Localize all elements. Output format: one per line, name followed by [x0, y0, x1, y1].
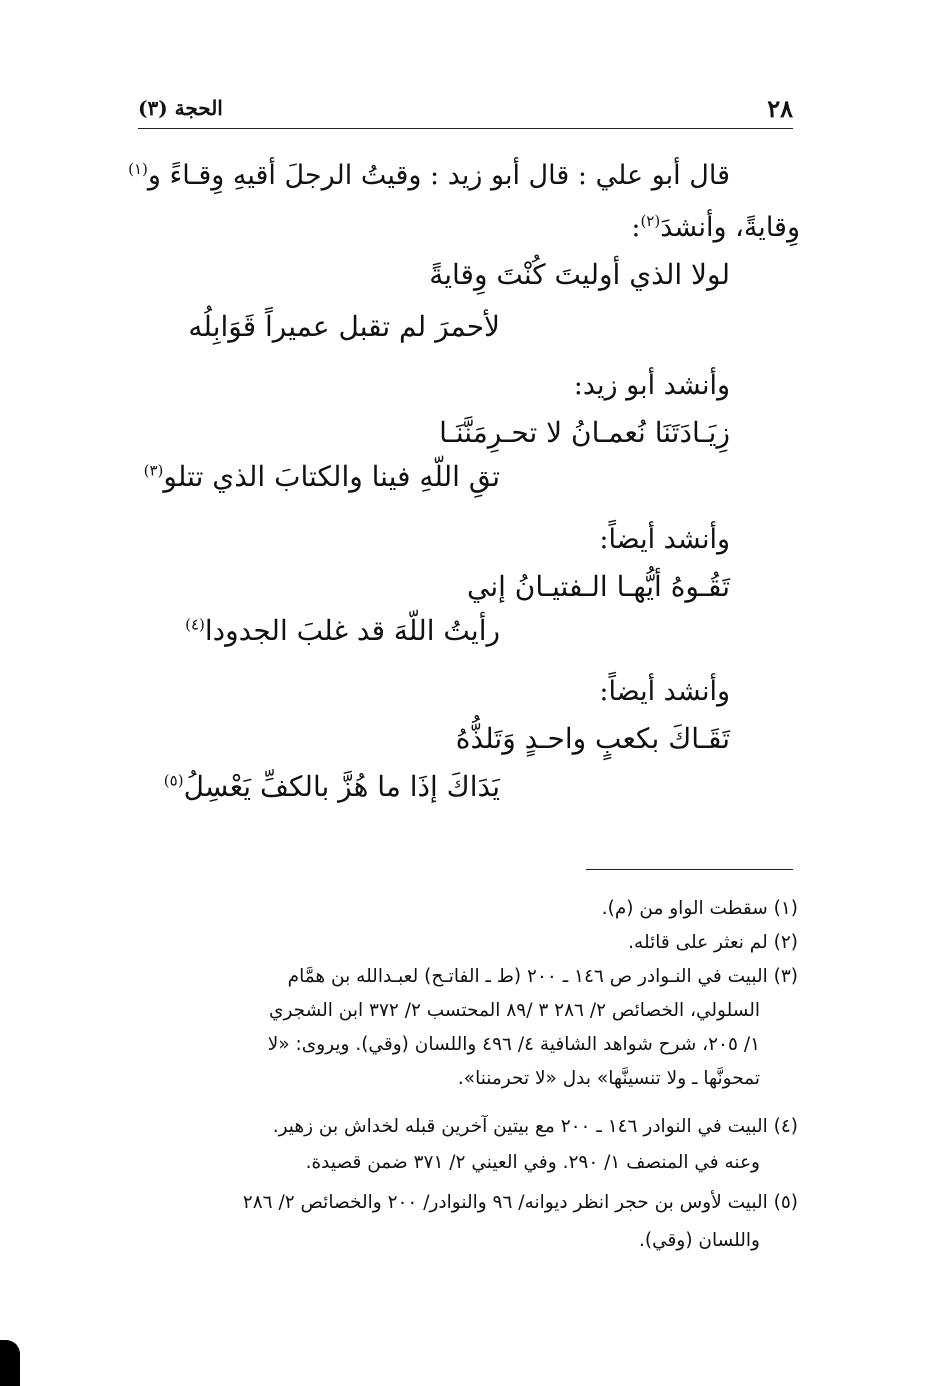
verse-4-hemistich-2-text: يَدَاكَ إذَا ما هُزَّ بالكفِّ يَعْسِلُ: [183, 770, 500, 803]
footnote-ref-3: (٣): [143, 461, 164, 480]
footnote-1: (١) سقطت الواو من (م).: [601, 898, 798, 919]
intro-line-1: [128, 160, 730, 191]
intro-line-2-colon: :: [631, 212, 641, 243]
intro-line-1-text: قال أبو علي : قال أبو زيد : وقيتُ الرجلَ أقيهِ وِقـاءً و: [147, 160, 730, 191]
verse-4-hemistich-2: [164, 770, 500, 803]
footnote-3-line-1: (٣) البيت في النـوادر ص ١٤٦ ـ ٢٠٠ (ط ـ الفاتـح) لعبـدالله بن همَّام: [287, 966, 798, 987]
footnote-separator: [586, 869, 793, 870]
footnote-4-line-2: وعنه في المنصف ١/ ٢٩٠. وفي العيني ٢/ ٣٧١ ضمن قصيدة.: [305, 1152, 760, 1173]
scan-edge-mark: [0, 1340, 20, 1386]
verse-3-hemistich-1: تَقُـوهُ أيُّهـا الـفتيـانُ إني: [467, 570, 730, 603]
footnote-2: (٢) لم نعثر على قائله.: [628, 932, 798, 953]
footnote-3-line-2: السلولي، الخصائص ٢/ ٢٨٦ ٣ /٨٩ المحتسب ٢/ ٣٧٢ ابن الشجري: [268, 1000, 760, 1021]
header-rule: [138, 128, 793, 129]
verse-3-hemistich-2-text: رأيتُ اللّهَ قد غلبَ الجدودا: [204, 614, 500, 647]
footnote-5-line-1: (٥) البيت لأوس بن حجر انظر ديوانه/ ٩٦ والنوادر/ ٢٠٠ والخصائص ٢/ ٢٨٦: [242, 1192, 798, 1213]
footnote-3-line-3: ١/ ٢٠٥، شرح شواهد الشافية ٤/ ٤٩٦ واللسان (وقي). ويروى: «لا: [267, 1034, 760, 1055]
page-number: ٢٨: [767, 94, 793, 123]
footnote-ref-2: (٢): [640, 212, 661, 230]
intro-line-3: وأنشد أبو زيد:: [573, 370, 730, 401]
verse-1-hemistich-1: لولا الذي أوليتَ كُنْتَ وِقايةً: [429, 258, 730, 291]
page-header: [138, 94, 793, 128]
verse-2-hemistich-2-text: تقِ اللّهِ فينا والكتابَ الذي تتلو: [163, 460, 500, 493]
verse-2-hemistich-1: زِيَـادَتَنَا نُعمـانُ لا تحـرِمَنَّنَـا: [439, 416, 730, 449]
intro-line-2-text: وِقايةً، وأنشدَ: [660, 212, 800, 243]
footnote-3-line-4: تمحونَّها ـ ولا تنسينَّها» بدل «لا تحرمننا».: [457, 1068, 760, 1089]
verse-1-hemistich-2: لأحمرَ لم تقبل عميراً قَوَابِلُه: [188, 310, 500, 343]
verse-2-hemistich-2: [144, 460, 500, 493]
footnote-ref-1: (١): [128, 160, 148, 178]
footnote-5-line-2: واللسان (وقي).: [639, 1230, 760, 1251]
footnote-4-line-1: (٤) البيت في النوادر ١٤٦ ـ ٢٠٠ مع بيتين آخرين قبله لخداش بن زهير.: [272, 1116, 798, 1137]
verse-3-hemistich-2: [185, 614, 500, 647]
running-title: الحجة (٣): [138, 96, 223, 120]
intro-line-2: [631, 212, 800, 243]
intro-line-5: وأنشد أيضاً:: [599, 676, 730, 707]
verse-4-hemistich-1: تَقَـاكَ بكعبٍ واحـدٍ وَتَلذُّهُ: [455, 722, 730, 755]
intro-line-4: وأنشد أيضاً:: [599, 524, 730, 555]
footnote-ref-5: (٥): [163, 771, 184, 790]
footnote-ref-4: (٤): [185, 615, 205, 634]
